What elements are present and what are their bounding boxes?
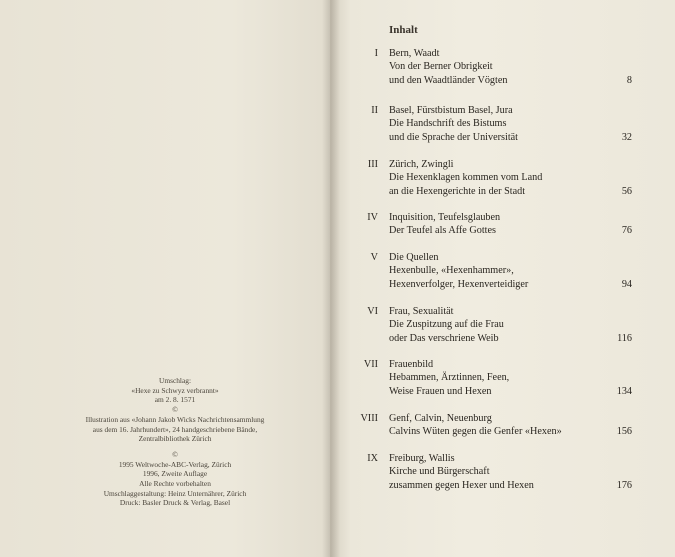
entry-line: Genf, Calvin, Neuenburg [389,413,492,424]
page-number: 32 [621,131,632,143]
imprint-line: Umschlag: [158,376,192,385]
chapter-number: I [374,48,378,59]
page-number: 134 [616,385,632,397]
page-number: 116 [617,332,632,344]
page-number: 94 [621,278,632,290]
book-gutter [322,0,340,557]
page-number: 76 [621,225,632,237]
imprint-line: 1995 Weltwoche-ABC-Verlag, Zürich [118,459,232,469]
imprint-block [60,376,290,508]
entry-line: Calvins Wüten gegen die Genfer «Hexen» [389,426,562,438]
imprint-line: Umschlaggestaltung: Heinz Unternährer, Zürich [103,488,247,498]
entry-line: Kirche und Bürgerschaft [389,466,490,478]
imprint-line: © [172,405,178,415]
imprint-line: aus dem 16. Jahrhundert», 24 handgeschriebene Bände, [92,424,258,434]
chapter-number: II [371,105,378,116]
chapter-number: VI [367,306,378,317]
imprint-line: Illustration aus «Johann Jakob Wicks Nachrichtensammlung [85,414,265,424]
page-number: 176 [616,479,632,491]
chapter-number: IX [367,453,378,464]
entry-line: oder Das verschriene Weib [389,332,499,344]
entry-line: Inquisition, Teufelsglauben [389,212,501,223]
imprint-line: © [172,449,178,459]
entry-line: und den Waadtländer Vögten [389,74,508,86]
imprint-line: Druck: Basler Druck & Verlag, Basel [119,498,231,508]
entry-line: Der Teufel als Affe Gottes [389,225,496,237]
page-number: 8 [626,74,632,86]
chapter-number: VII [363,359,378,370]
entry-line: Bern, Waadt [389,48,440,59]
entry-line: Die Hexenklagen kommen vom Land [389,172,543,184]
imprint-line: Alle Rechte vorbehalten [139,479,211,489]
chapter-number: III [367,159,378,170]
entry-line: Von der Berner Obrigkeit [389,61,493,73]
entry-line: an die Hexengerichte in der Stadt [389,185,526,197]
entry-line: Hebammen, Ärztinnen, Feen, [389,372,510,384]
entry-line: Die Handschrift des Bistums [389,118,507,130]
imprint-line: 1996, Zweite Auflage [142,469,208,479]
imprint-line: Zentralbibliothek Zürich [138,434,212,444]
chapter-number: IV [367,212,378,223]
entry-line: Die Zuspitzung auf die Frau [389,319,504,331]
entry-line: zusammen gegen Hexer und Hexen [389,479,534,491]
entry-line: Weise Frauen und Hexen [389,385,492,397]
entry-line: Die Quellen [389,252,439,263]
entry-line: Hexenbulle, «Hexenhammer», [389,265,514,277]
imprint-line: am 2. 8. 1571 [154,395,196,405]
entry-line: Frau, Sexualität [389,306,454,317]
toc-title: Inhalt [389,24,418,36]
page-number: 56 [621,185,632,197]
entry-line: und die Sprache der Universität [389,131,519,143]
page-number: 156 [616,426,632,438]
entry-line: Hexenverfolger, Hexenverteidiger [389,278,529,290]
chapter-number: VIII [360,413,378,424]
entry-line: Zürich, Zwingli [389,159,454,170]
entry-line: Basel, Fürstbistum Basel, Jura [389,105,513,116]
chapter-number: V [370,252,378,263]
imprint-line: «Hexe zu Schwyz verbrannt» [131,385,219,395]
entry-line: Frauenbild [389,359,434,370]
entry-line: Freiburg, Wallis [389,453,455,464]
